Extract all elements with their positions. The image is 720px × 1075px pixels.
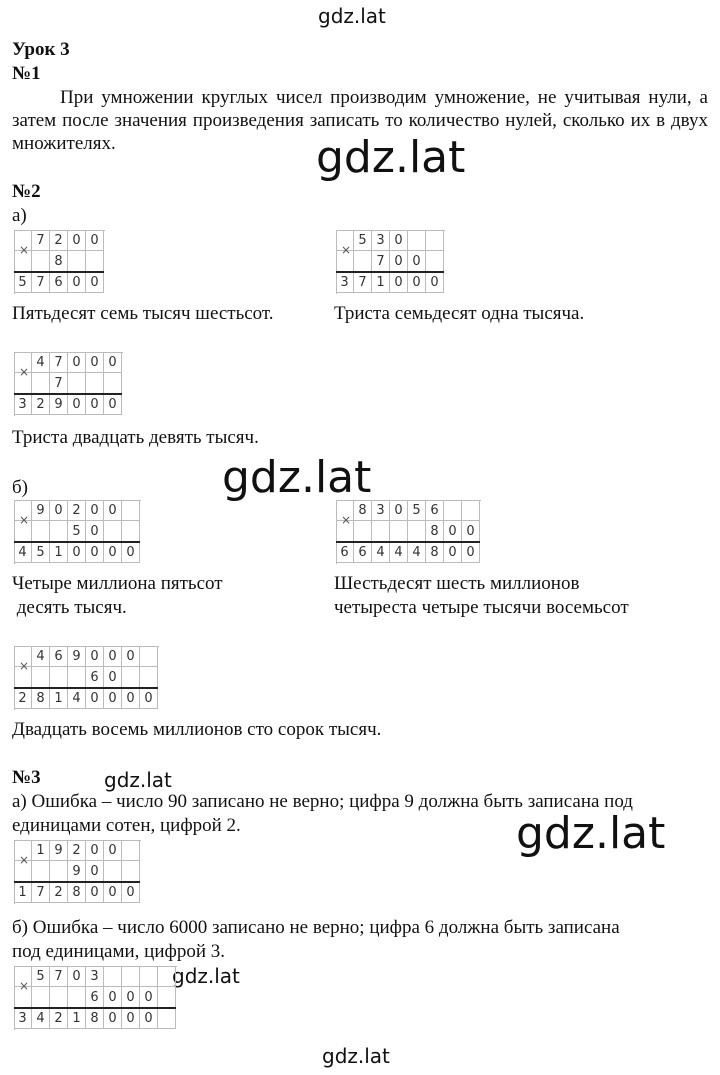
digit-cell [32, 373, 50, 394]
digit-cell: 7 [354, 272, 372, 293]
task3-number: №3 [12, 767, 41, 788]
digit-cell: 7 [32, 882, 50, 903]
multiply-sign: × [19, 979, 30, 993]
digit-cell [50, 861, 68, 882]
digit-cell [122, 840, 140, 861]
result-line [336, 541, 480, 543]
caption-b2-line1: Шестьдесят шесть миллионов [334, 573, 580, 594]
digit-cell: 0 [86, 542, 104, 563]
digit-cell [68, 987, 86, 1008]
digit-cell: 6 [86, 667, 104, 688]
digit-cell: 2 [50, 1008, 68, 1029]
digit-cell: 7 [50, 373, 68, 394]
result-line [14, 271, 104, 273]
digit-cell: 0 [104, 352, 122, 373]
digit-cell: 0 [104, 840, 122, 861]
digit-cell: 4 [68, 688, 86, 709]
digit-cell [86, 251, 104, 272]
watermark-3: gdz.lat [104, 768, 172, 792]
multiply-sign: × [19, 853, 30, 867]
digit-cell: 7 [32, 230, 50, 251]
result-line [14, 687, 158, 689]
digit-cell: 4 [32, 646, 50, 667]
digit-cell: 0 [140, 688, 158, 709]
watermark-5: gdz.lat [172, 964, 240, 988]
digit-cell [32, 987, 50, 1008]
digit-cell: 8 [426, 542, 444, 563]
multiply-sign: × [19, 513, 30, 527]
watermark-2: gdz.lat [222, 452, 372, 503]
digit-cell: 0 [68, 542, 86, 563]
digit-cell: 2 [32, 394, 50, 415]
digit-cell: 4 [408, 542, 426, 563]
digit-cell: 5 [14, 272, 32, 293]
digit-cell: 8 [68, 882, 86, 903]
task3-b-line2: под единицами, цифрой 3. [12, 941, 225, 962]
digit-cell: 0 [86, 272, 104, 293]
digit-cell: 0 [68, 272, 86, 293]
caption-a1: Пятьдесят семь тысяч шестьсот. [12, 303, 274, 324]
task1-number: №1 [12, 63, 41, 84]
digit-cell: 3 [372, 500, 390, 521]
digit-cell: 0 [104, 646, 122, 667]
digit-cell: 4 [32, 1008, 50, 1029]
digit-cell: 8 [86, 1008, 104, 1029]
digit-cell: 0 [408, 272, 426, 293]
digit-cell: 6 [50, 646, 68, 667]
watermark-top: gdz.lat [318, 4, 386, 28]
digit-cell: 2 [50, 882, 68, 903]
digit-cell: 1 [50, 542, 68, 563]
digit-cell: 4 [14, 542, 32, 563]
digit-cell: 4 [372, 542, 390, 563]
result-line [336, 271, 444, 273]
digit-cell [372, 521, 390, 542]
digit-cell: 0 [86, 882, 104, 903]
digit-cell: 0 [390, 272, 408, 293]
digit-cell: 0 [444, 542, 462, 563]
caption-b1-line1: Четыре миллиона пятьсот [12, 573, 223, 594]
result-line [14, 393, 122, 395]
digit-cell [444, 500, 462, 521]
digit-cell [140, 966, 158, 987]
digit-cell: 1 [14, 882, 32, 903]
result-line [14, 541, 140, 543]
multiply-sign: × [341, 243, 352, 257]
digit-cell: 0 [140, 987, 158, 1008]
digit-cell [354, 251, 372, 272]
digit-cell: 9 [32, 500, 50, 521]
digit-cell [104, 966, 122, 987]
result-line [14, 881, 140, 883]
digit-cell: 1 [68, 1008, 86, 1029]
caption-a3: Триста двадцать девять тысяч. [12, 427, 259, 448]
digit-cell: 5 [354, 230, 372, 251]
digit-cell [104, 373, 122, 394]
digit-cell: 7 [50, 966, 68, 987]
digit-cell: 0 [86, 521, 104, 542]
digit-cell [86, 373, 104, 394]
watermark-bottom: gdz.lat [322, 1044, 390, 1068]
digit-cell: 8 [32, 688, 50, 709]
digit-cell: 0 [122, 646, 140, 667]
digit-cell: 0 [122, 987, 140, 1008]
digit-cell [408, 521, 426, 542]
digit-cell: 2 [14, 688, 32, 709]
digit-cell: 0 [68, 352, 86, 373]
multiply-sign: × [19, 659, 30, 673]
digit-cell [50, 521, 68, 542]
lesson-title: Урок 3 [12, 39, 70, 60]
task2-number: №2 [12, 181, 41, 202]
digit-cell [68, 667, 86, 688]
digit-cell: 0 [86, 861, 104, 882]
digit-cell: 1 [32, 840, 50, 861]
digit-cell: 0 [104, 882, 122, 903]
digit-cell: 1 [372, 272, 390, 293]
digit-cell [68, 373, 86, 394]
digit-cell [122, 500, 140, 521]
digit-cell: 0 [86, 646, 104, 667]
digit-cell [408, 230, 426, 251]
digit-cell: 0 [122, 1008, 140, 1029]
digit-cell: 7 [50, 352, 68, 373]
caption-a2: Триста семьдесят одна тысяча. [334, 303, 585, 324]
digit-cell [32, 251, 50, 272]
digit-cell [140, 646, 158, 667]
caption-b1-line2: десять тысяч. [12, 597, 127, 618]
digit-cell: 6 [86, 987, 104, 1008]
digit-cell: 0 [390, 500, 408, 521]
digit-cell: 2 [68, 500, 86, 521]
digit-cell [50, 987, 68, 1008]
digit-cell [50, 667, 68, 688]
result-line [14, 1007, 176, 1009]
digit-cell: 0 [104, 500, 122, 521]
digit-cell: 0 [104, 1008, 122, 1029]
task3-a-line2: единицами сотен, цифрой 2. [12, 815, 241, 836]
digit-cell: 0 [104, 667, 122, 688]
digit-cell: 7 [32, 272, 50, 293]
digit-cell: 0 [444, 521, 462, 542]
digit-cell: 0 [86, 840, 104, 861]
digit-cell: 8 [50, 251, 68, 272]
multiply-sign: × [19, 243, 30, 257]
task3-b-line1: б) Ошибка – число 6000 записано не верно; цифра 6 должна быть записана [12, 917, 620, 938]
digit-cell: 8 [354, 500, 372, 521]
digit-cell: 0 [122, 542, 140, 563]
digit-cell [122, 861, 140, 882]
digit-cell: 9 [68, 861, 86, 882]
digit-cell: 0 [122, 688, 140, 709]
digit-cell: 6 [336, 542, 354, 563]
digit-cell: 4 [390, 542, 408, 563]
digit-cell [32, 521, 50, 542]
digit-cell: 5 [68, 521, 86, 542]
multiply-sign: × [341, 513, 352, 527]
task2-part-a: а) [12, 205, 27, 226]
digit-cell: 9 [50, 840, 68, 861]
digit-cell [426, 251, 444, 272]
digit-cell: 2 [68, 840, 86, 861]
digit-cell: 0 [86, 230, 104, 251]
digit-cell: 0 [86, 688, 104, 709]
digit-cell: 6 [354, 542, 372, 563]
digit-cell: 0 [390, 251, 408, 272]
digit-cell: 8 [426, 521, 444, 542]
digit-cell: 5 [408, 500, 426, 521]
digit-cell: 6 [50, 272, 68, 293]
digit-cell: 9 [68, 646, 86, 667]
digit-cell [32, 861, 50, 882]
digit-cell: 3 [336, 272, 354, 293]
digit-cell: 4 [32, 352, 50, 373]
task2-part-b: б) [12, 477, 28, 498]
digit-cell: 0 [50, 500, 68, 521]
watermark-1: gdz.lat [316, 132, 466, 183]
digit-cell [68, 251, 86, 272]
digit-cell [122, 521, 140, 542]
digit-cell: 0 [122, 882, 140, 903]
digit-cell: 0 [104, 688, 122, 709]
digit-cell: 0 [68, 230, 86, 251]
digit-cell: 5 [32, 542, 50, 563]
digit-cell: 3 [14, 1008, 32, 1029]
digit-cell: 0 [68, 394, 86, 415]
digit-cell: 0 [426, 272, 444, 293]
digit-cell: 0 [104, 542, 122, 563]
digit-cell [462, 500, 480, 521]
digit-cell: 0 [68, 966, 86, 987]
digit-cell: 3 [86, 966, 104, 987]
digit-cell: 6 [426, 500, 444, 521]
digit-cell: 0 [86, 352, 104, 373]
digit-cell [140, 667, 158, 688]
caption-b2-line2: четыреста четыре тысячи восемьсот [334, 597, 629, 618]
digit-cell: 0 [86, 500, 104, 521]
digit-cell: 0 [408, 251, 426, 272]
digit-cell [104, 521, 122, 542]
digit-cell: 0 [104, 987, 122, 1008]
digit-cell [158, 987, 176, 1008]
digit-cell [426, 230, 444, 251]
digit-cell [122, 966, 140, 987]
digit-cell [158, 966, 176, 987]
digit-cell: 0 [86, 394, 104, 415]
digit-cell: 0 [462, 542, 480, 563]
digit-cell: 5 [32, 966, 50, 987]
caption-b3: Двадцать восемь миллионов сто сорок тысяч. [12, 719, 382, 740]
watermark-4: gdz.lat [516, 808, 666, 859]
digit-cell: 0 [390, 230, 408, 251]
digit-cell: 2 [50, 230, 68, 251]
digit-cell [354, 521, 372, 542]
digit-cell [104, 861, 122, 882]
digit-cell: 0 [104, 394, 122, 415]
digit-cell: 3 [14, 394, 32, 415]
digit-cell: 7 [372, 251, 390, 272]
task1-text: При умножении круглых чисел производим умножение, не учитывая нули, а затем после значения произведения записать то количество нулей, сколько их в двух множителях. [12, 87, 708, 154]
digit-cell: 0 [462, 521, 480, 542]
task3-a-line1: а) Ошибка – число 90 записано не верно; цифра 9 должна быть записана под [12, 791, 633, 812]
digit-cell [390, 521, 408, 542]
digit-cell [158, 1008, 176, 1029]
multiply-sign: × [19, 365, 30, 379]
digit-cell [122, 667, 140, 688]
digit-cell: 1 [50, 688, 68, 709]
digit-cell: 9 [50, 394, 68, 415]
digit-cell: 3 [372, 230, 390, 251]
digit-cell: 0 [140, 1008, 158, 1029]
digit-cell [32, 667, 50, 688]
